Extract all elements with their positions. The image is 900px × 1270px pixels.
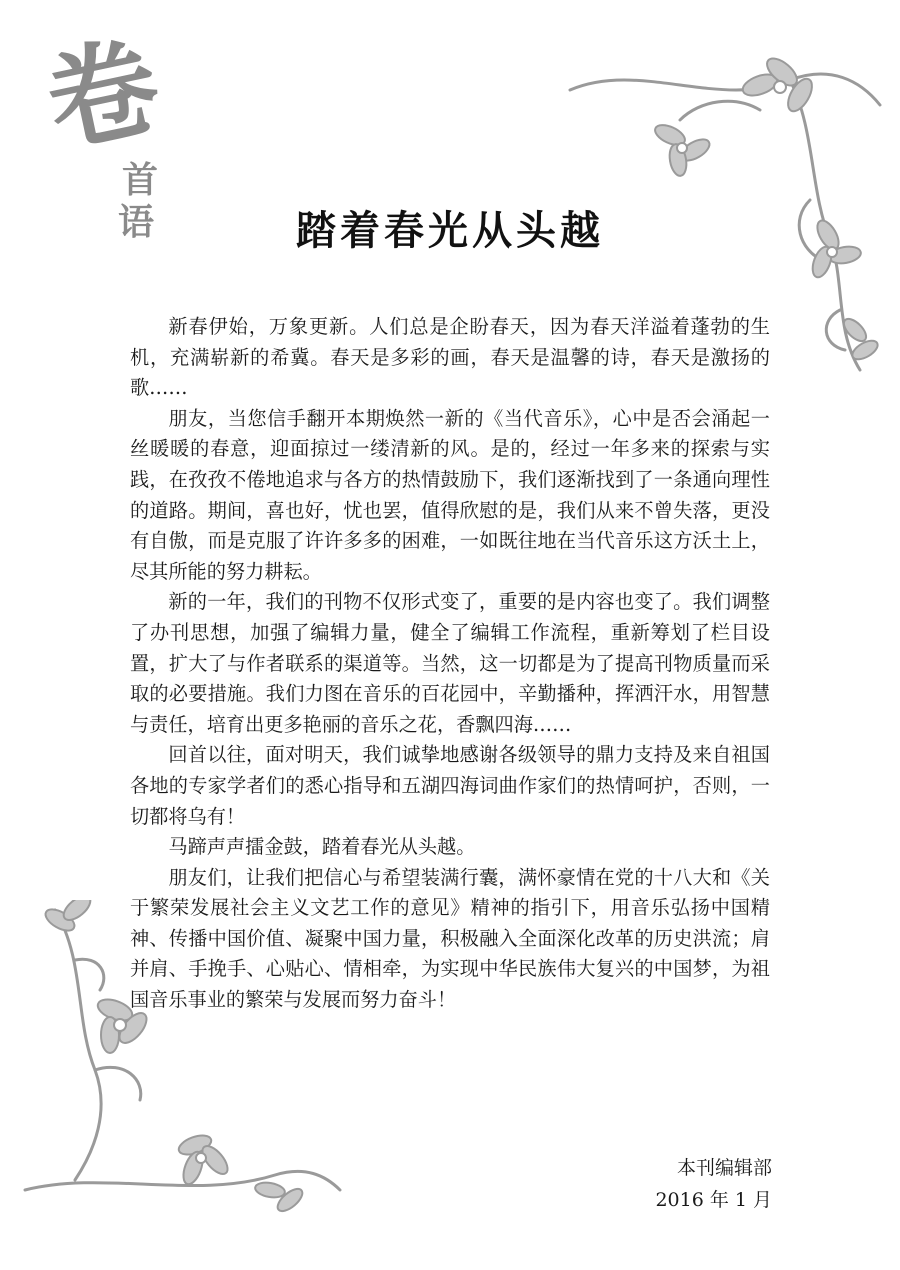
floral-vine-bottom-left-icon	[15, 900, 345, 1220]
paragraph: 回首以往，面对明天，我们诚挚地感谢各级领导的鼎力支持及来自祖国各地的专家学者们的悉心指导和五湖四海词曲作家们的热情呵护，否则，一切都将乌有！	[130, 743, 770, 828]
column-header-char-shou: 首	[122, 160, 159, 201]
paragraph: 新春伊始，万象更新。人们总是企盼春天，因为春天洋溢着蓬勃的生机，充满崭新的希冀。春天是多彩的画，春天是温馨的诗，春天是激扬的歌……	[130, 315, 770, 400]
signature-date: 2016 年 1 月	[655, 1189, 772, 1211]
column-header-char-juan: 卷	[35, 19, 171, 170]
paragraph: 马蹄声声擂金鼓，踏着春光从头越。	[168, 835, 476, 859]
column-header-char-yu: 语	[118, 202, 155, 243]
paragraph: 新的一年，我们的刊物不仅形式变了，重要的是内容也变了。我们调整了办刊思想，加强了编辑力量，健全了编辑工作流程，重新筹划了栏目设置，扩大了与作者联系的渠道等。当然，这一切都是为了提高刊物质量而采取的必要措施。我们力图在音乐的百花园中，辛勤播种，挥洒汗水，用智慧与责任，培育出更多艳丽的音乐之花，香飘四海……	[130, 590, 770, 736]
signature	[552, 1152, 772, 1216]
signature-department: 本刊编辑部	[676, 1157, 772, 1179]
paragraph: 朋友们，让我们把信心与希望装满行囊，满怀豪情在党的十八大和《关于繁荣发展社会主义文艺工作的意见》精神的指引下，用音乐弘扬中国精神、传播中国价值、凝聚中国力量，积极融入全面深化改革的历史洪流；肩并肩、手挽手、心贴心、情相牵，为实现中华民族伟大复兴的中国梦，为祖国音乐事业的繁荣与发展而努力奋斗！	[130, 865, 770, 1012]
article-title: 踏着春光从头越	[296, 207, 604, 254]
paragraph: 朋友，当您信手翻开本期焕然一新的《当代音乐》，心中是否会涌起一丝暖暖的春意，迎面掠过一缕清新的风。是的，经过一年多来的探索与实践，在孜孜不倦地追求与各方的热情鼓励下，我们逐渐找到了一条通向理性的道路。期间，喜也好，忧也罢，值得欣慰的是，我们从来不曾失落，更没有自傲，而是克服了许许多多的困难，一如既往地在当代音乐这方沃土上，尽其所能的努力耕耘。	[130, 406, 770, 583]
